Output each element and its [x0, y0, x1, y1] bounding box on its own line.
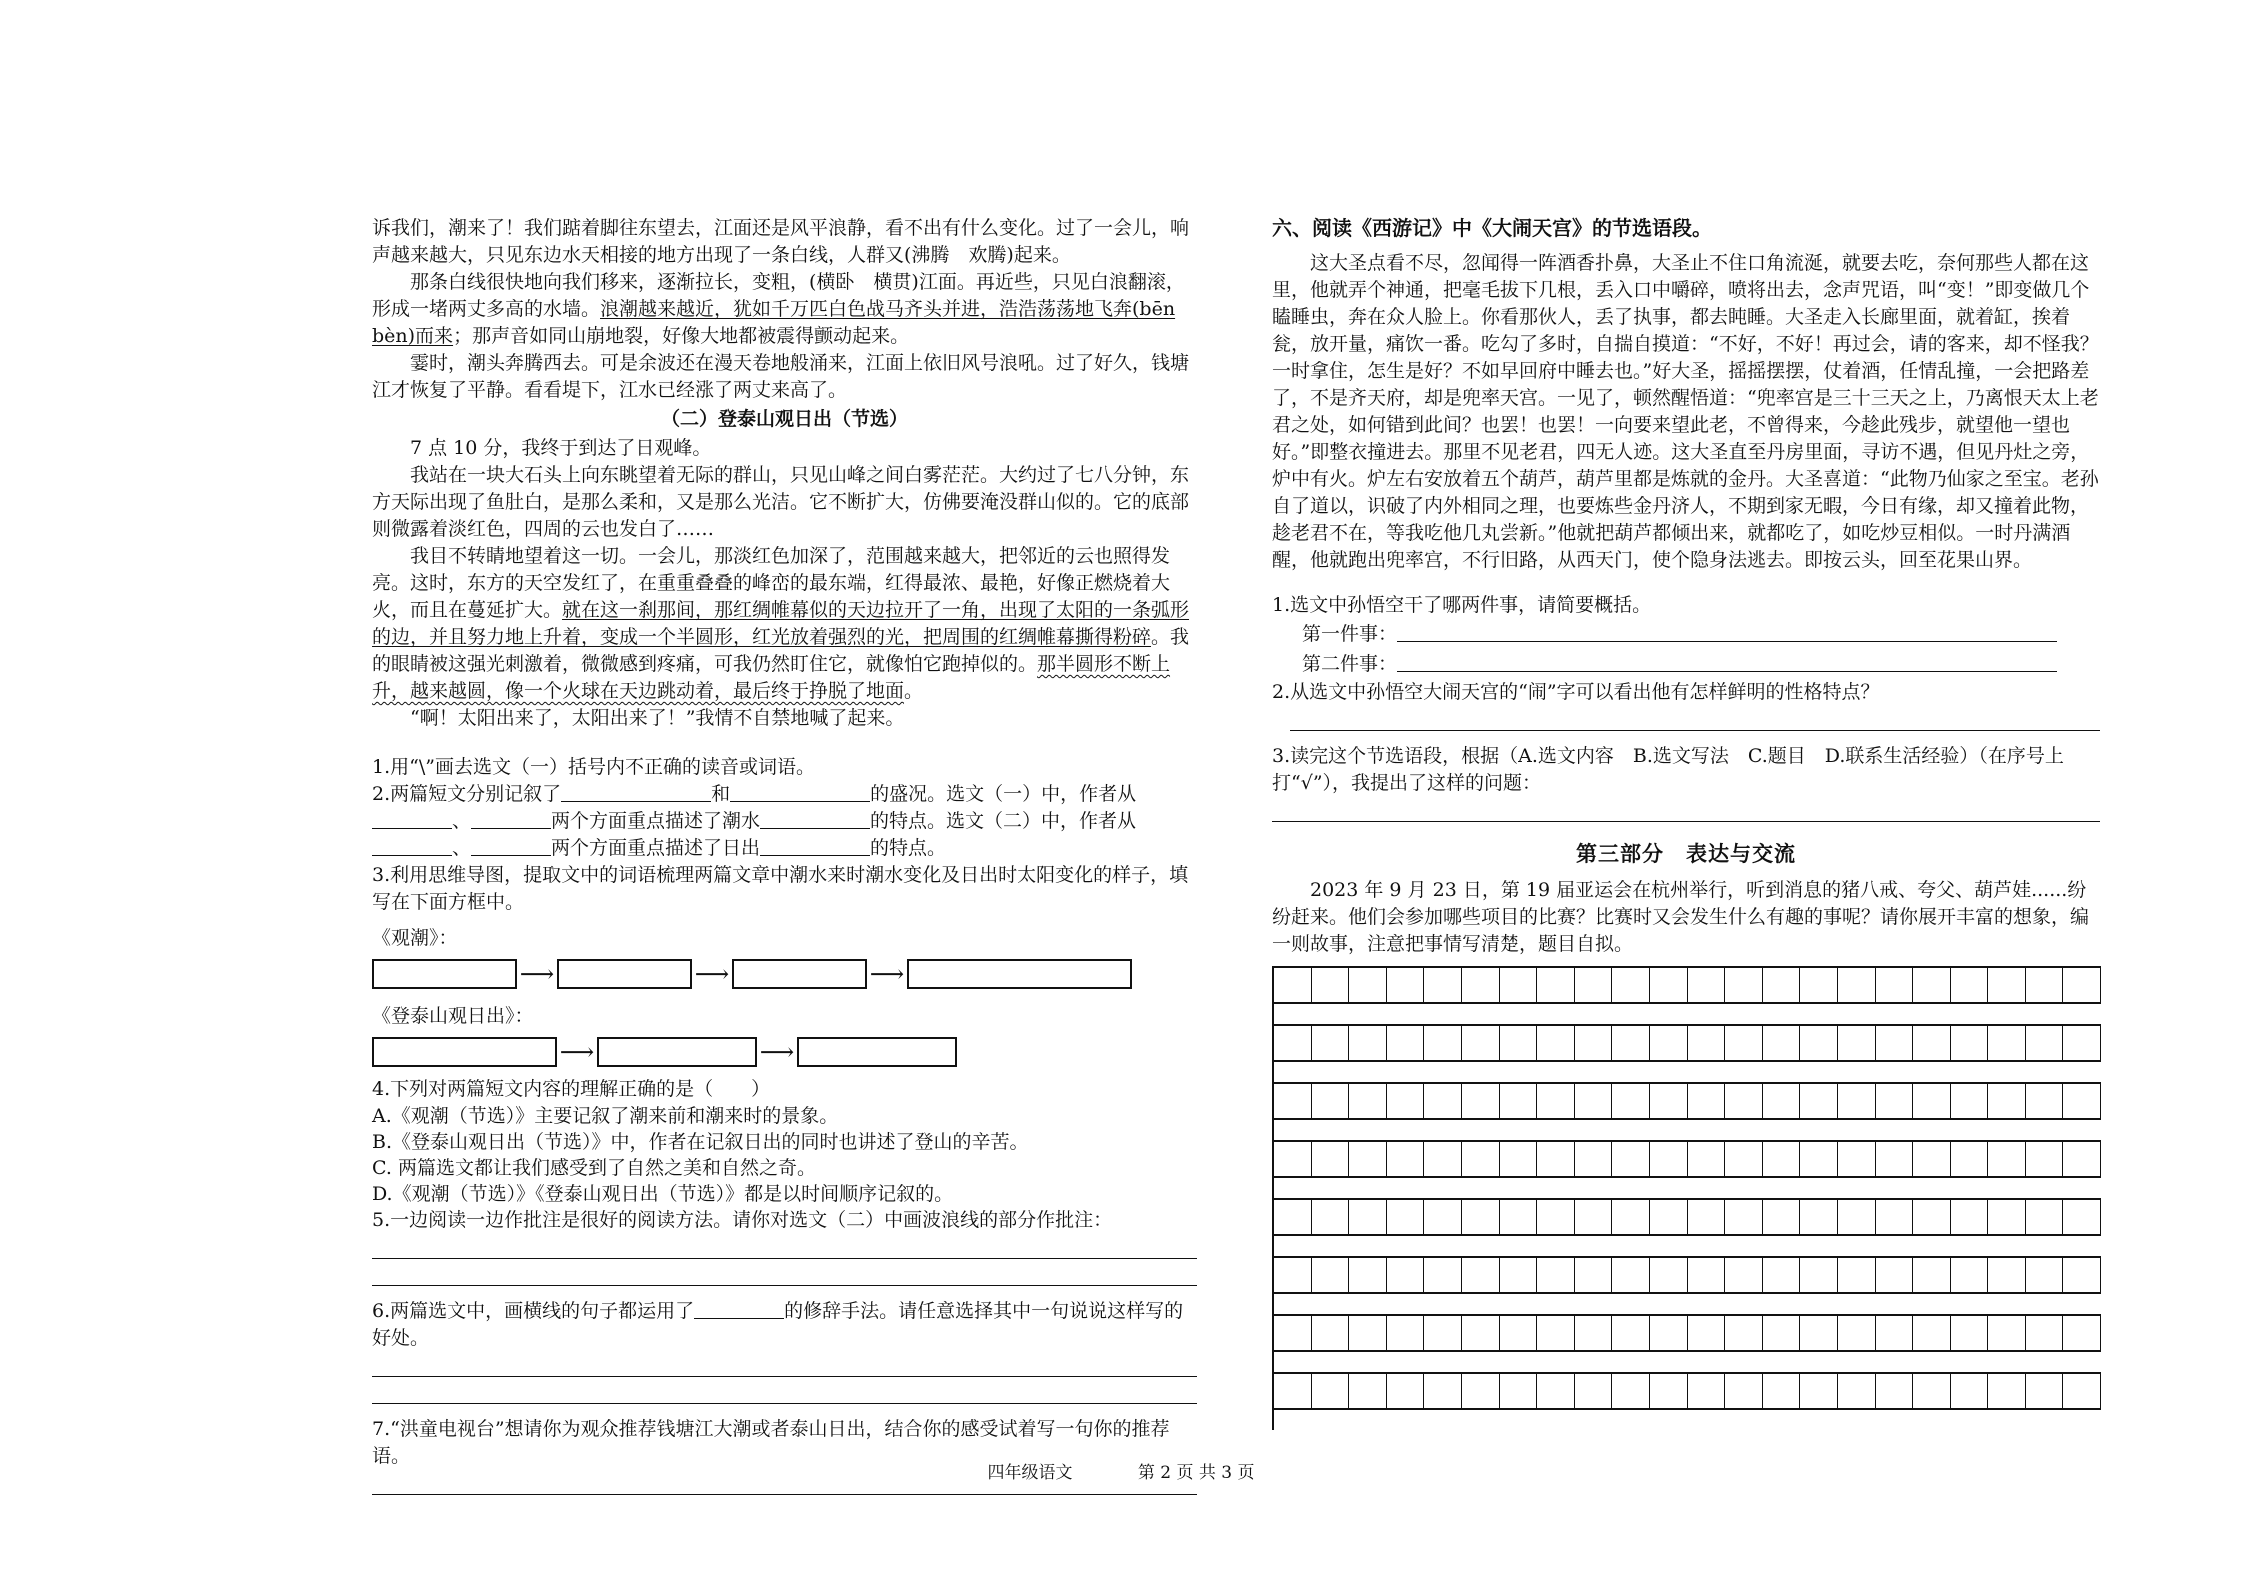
- grid-cell[interactable]: [1876, 1256, 1914, 1294]
- grid-cell[interactable]: [1274, 966, 1312, 1004]
- grid-cell[interactable]: [1876, 966, 1914, 1004]
- grid-cell[interactable]: [1951, 966, 1989, 1004]
- question-2: 2.两篇短文分别记叙了 和 的盛况。选文（一）中，作者从、 两个方面重点描述了潮水 的特点。选文（二）中，作者从、 两个方面重点描述了日出 的特点。: [372, 783, 1137, 859]
- grid-cell[interactable]: [2063, 966, 2101, 1004]
- flow-box[interactable]: [597, 1037, 757, 1067]
- grid-cell[interactable]: [1988, 1024, 2026, 1062]
- grid-cell[interactable]: [1612, 966, 1650, 1004]
- grid-cell[interactable]: [1688, 966, 1726, 1004]
- grid-cell[interactable]: [1800, 966, 1838, 1004]
- flow-box[interactable]: [557, 959, 692, 989]
- grid-cell[interactable]: [2063, 1372, 2101, 1410]
- grid-cell[interactable]: [1951, 1256, 1989, 1294]
- passage2-para3: 我目不转睛地望着这一切。一会儿，那淡红色加深了，范围越来越大，把邻近的云也照得发亮。这时，东方的天空发红了，在重重叠叠的峰峦的最东端，红得最浓、最艳，好像正燃烧着大火，而且在蔓延扩大。就在这一刹那间，那红绸帷幕似的天边拉开了一角，出现了太阳的一条弧形的边，并且努力地上升着，变成一个半圆形，红光放着强烈的光，把周围的红绸帷幕撕得粉碎。我的眼睛被这强光刺激着，微微感到疼痛，可我仍然盯住它，就像怕它跑掉似的。那半圆形不断上升，越来越圆，像一个火球在天边跳动着，最后终于挣脱了地面。: [372, 545, 1190, 702]
- grid-cell[interactable]: [1688, 1372, 1726, 1410]
- grid-cell[interactable]: [1537, 1082, 1575, 1120]
- grid-cell[interactable]: [1838, 1256, 1876, 1294]
- grid-cell[interactable]: [1838, 1372, 1876, 1410]
- grid-cell[interactable]: [1424, 1372, 1462, 1410]
- grid-cell[interactable]: [1688, 1314, 1726, 1352]
- option-c: C. 两篇选文都让我们感受到了自然之美和自然之奇。: [372, 1157, 816, 1179]
- grid-cell[interactable]: [2063, 1314, 2101, 1352]
- arrow-right-icon: ⟶: [694, 960, 730, 988]
- underlined-sentence-1: 浪潮越来越近，犹如千万匹白色战马齐头并进，浩浩荡荡地飞奔(bēn bèn)而来: [372, 298, 1176, 347]
- grid-cell[interactable]: [1763, 966, 1801, 1004]
- passage2-title: （二）登泰山观日出（节选）: [660, 408, 908, 430]
- question-4: 4.下列对两篇短文内容的理解正确的是（ ）: [372, 1078, 771, 1100]
- grid-cell[interactable]: [1575, 1314, 1613, 1352]
- answer-blank[interactable]: [561, 781, 711, 802]
- grid-cell[interactable]: [1312, 1082, 1350, 1120]
- answer-blank[interactable]: [760, 808, 870, 829]
- grid-cell[interactable]: [1312, 1256, 1350, 1294]
- grid-cell[interactable]: [1988, 1140, 2026, 1178]
- answer-blank[interactable]: [372, 808, 452, 829]
- grid-cell[interactable]: [1763, 1140, 1801, 1178]
- grid-cell[interactable]: [1387, 1198, 1425, 1236]
- answer-blank[interactable]: [694, 1298, 784, 1319]
- passage2-para4: “啊！太阳出来了，太阳出来了！”我情不自禁地喊了起来。: [410, 707, 905, 729]
- grid-cell[interactable]: [1575, 1256, 1613, 1294]
- grid-cell[interactable]: [1462, 1198, 1500, 1236]
- writing-grid[interactable]: [1272, 966, 2102, 1430]
- grid-cell[interactable]: [1575, 966, 1613, 1004]
- grid-cell[interactable]: [1387, 1082, 1425, 1120]
- grid-cell[interactable]: [1575, 1140, 1613, 1178]
- grid-cell[interactable]: [1763, 1082, 1801, 1120]
- grid-cell[interactable]: [1424, 1024, 1462, 1062]
- passage1-para2: 那条白线很快地向我们移来，逐渐拉长，变粗，(横卧 横贯)江面。再近些，只见白浪翻滚，形成一堵两丈多高的水墙。浪潮越来越近，犹如千万匹白色战马齐头并进，浩浩荡荡地飞奔(bēn bèn)而来；那声音如同山崩地裂，好像大地都被震得颤动起来。: [372, 271, 1185, 347]
- grid-cell[interactable]: [1462, 1024, 1500, 1062]
- answer-first: 第一件事：: [1302, 619, 2100, 649]
- grid-cell[interactable]: [1763, 1372, 1801, 1410]
- grid-cell[interactable]: [1800, 1372, 1838, 1410]
- writing-prompt: 2023 年 9 月 23 日，第 19 届亚运会在杭州举行，听到消息的猪八戒、夸父、葫芦娃......纷纷赶来。他们会参加哪些项目的比赛？比赛时又会发生什么有趣的事呢？请你展开丰富的想象，编一则故事，注意把事情写清楚，题目自拟。: [1272, 879, 2090, 955]
- grid-cell[interactable]: [1913, 966, 1951, 1004]
- right-question-2: 2.从选文中孙悟空大闹天宫的“闹”字可以看出他有怎样鲜明的性格特点？: [1272, 681, 1880, 703]
- grid-cell[interactable]: [1763, 1256, 1801, 1294]
- grid-cell[interactable]: [1500, 966, 1538, 1004]
- grid-cell[interactable]: [1500, 1082, 1538, 1120]
- grid-cell[interactable]: [1537, 1140, 1575, 1178]
- right-question-3: 3.读完这个节选语段，根据（A.选文内容 B.选文写法 C.题目 D.联系生活经验）（在序号上打“√”），我提出了这样的问题：: [1272, 745, 2064, 794]
- footer-page-number: 第 2 页 共 3 页: [1137, 1463, 1255, 1483]
- option-d: D.《观潮（节选）》《登泰山观日出（节选）》都是以时间顺序记叙的。: [372, 1183, 954, 1205]
- grid-cell[interactable]: [1462, 1082, 1500, 1120]
- flow-box[interactable]: [372, 959, 517, 989]
- grid-cell[interactable]: [2026, 966, 2064, 1004]
- grid-cell[interactable]: [1688, 1140, 1726, 1178]
- grid-cell[interactable]: [2026, 1140, 2064, 1178]
- grid-cell[interactable]: [1537, 1256, 1575, 1294]
- grid-cell[interactable]: [1312, 1314, 1350, 1352]
- right-question-1: 1.选文中孙悟空干了哪两件事，请简要概括。: [1272, 594, 1652, 616]
- answer-blank[interactable]: [760, 835, 870, 856]
- grid-cell[interactable]: [1274, 1082, 1312, 1120]
- grid-cell[interactable]: [1913, 1140, 1951, 1178]
- grid-cell[interactable]: [1688, 1198, 1726, 1236]
- grid-cell[interactable]: [1537, 966, 1575, 1004]
- grid-cell[interactable]: [1500, 1256, 1538, 1294]
- grid-cell[interactable]: [1462, 1314, 1500, 1352]
- page-footer: [0, 1458, 2242, 1483]
- grid-cell[interactable]: [1650, 1198, 1688, 1236]
- grid-cell[interactable]: [1650, 1372, 1688, 1410]
- grid-cell[interactable]: [1951, 1372, 1989, 1410]
- grid-cell[interactable]: [1387, 1256, 1425, 1294]
- flow2-label: 《登泰山观日出》：: [372, 1005, 534, 1027]
- grid-cell[interactable]: [1612, 1314, 1650, 1352]
- answer-line[interactable]: [1290, 716, 2100, 731]
- grid-cell[interactable]: [1349, 1140, 1387, 1178]
- grid-cell[interactable]: [1349, 1314, 1387, 1352]
- grid-cell[interactable]: [1537, 1198, 1575, 1236]
- arrow-right-icon: ⟶: [759, 1038, 795, 1066]
- right-column: [1272, 215, 2100, 1430]
- section6-heading: 六、阅读《西游记》中《大闹天宫》的节选语段。: [1272, 216, 1712, 240]
- grid-cell[interactable]: [1800, 1140, 1838, 1178]
- grid-cell[interactable]: [1537, 1024, 1575, 1062]
- grid-cell[interactable]: [1763, 1198, 1801, 1236]
- grid-cell[interactable]: [1575, 1024, 1613, 1062]
- grid-cell[interactable]: [1349, 966, 1387, 1004]
- grid-cell[interactable]: [1274, 1198, 1312, 1236]
- grid-cell[interactable]: [2063, 1024, 2101, 1062]
- grid-cell[interactable]: [1274, 1372, 1312, 1410]
- grid-cell[interactable]: [1838, 1314, 1876, 1352]
- grid-cell[interactable]: [1988, 1198, 2026, 1236]
- grid-cell[interactable]: [1725, 1140, 1763, 1178]
- grid-cell[interactable]: [1387, 1024, 1425, 1062]
- xiyouji-passage: 这大圣点看不尽，忽闻得一阵酒香扑鼻，大圣止不住口角流涎，就要去吃，奈何那些人都在这里，他就弄个神通，把毫毛拔下几根，丢入口中嚼碎，喷将出去，念声咒语，叫“变！”即变做几个瞌睡虫，奔在众人脸上。你看那伙人，丢了执事，都去盹睡。大圣走入长廊里面，就着缸，挨着瓮，放开量，痛饮一番。吃勾了多时，自揣自摸道：“不好，不好！再过会，请的客来，却不怪我？一时拿住，怎生是好？不如早回府中睡去也。”好大圣，摇摇摆摆，仗着酒，任情乱撞，一会把路差了，不是齐天府，却是兜率天宫。一见了，顿然醒悟道：“兜率宫是三十三天之上，乃离恨天太上老君之处，如何错到此间？也罢！也罢！一向要来望此老，不曾得来，今趁此残步，就望他一望也好。”即整衣撞进去。那里不见老君，四无人迹。这大圣直至丹房里面，寻访不遇，但见丹灶之旁，炉中有火。炉左右安放着五个葫芦，葫芦里都是炼就的金丹。大圣喜道：“此物乃仙家之至宝。老孙自了道以，识破了内外相同之理，也要炼些金丹济人，不期到家无暇，今日有缘，却又撞着此物，趁老君不在，等我吃他几丸尝新。”他就把葫芦都倾出来，就都吃了，如吃炒豆相似。一时丹满酒醒，他就跑出兜率宫，不行旧路，从西天门，使个隐身法逃去。即按云头，回至花果山界。: [1272, 252, 2099, 571]
- grid-cell[interactable]: [2026, 1372, 2064, 1410]
- grid-cell[interactable]: [1462, 1140, 1500, 1178]
- grid-cell[interactable]: [1575, 1198, 1613, 1236]
- grid-cell[interactable]: [1612, 1256, 1650, 1294]
- question-3: 3.利用思维导图，提取文中的词语梳理两篇文章中潮水来时潮水变化及日出时太阳变化的样子，填写在下面方框中。: [372, 864, 1189, 913]
- grid-cell[interactable]: [1274, 1256, 1312, 1294]
- grid-cell[interactable]: [1725, 1082, 1763, 1120]
- grid-cell[interactable]: [1725, 1024, 1763, 1062]
- grid-cell[interactable]: [1988, 1256, 2026, 1294]
- option-a: A.《观潮（节选）》主要记叙了潮来前和潮来时的景象。: [372, 1105, 839, 1127]
- answer-line[interactable]: [372, 1271, 1197, 1286]
- question-7: 7.“洪童电视台”想请你为观众推荐钱塘江大潮或者泰山日出，结合你的感受试着写一句你的推荐语。: [372, 1418, 1170, 1467]
- grid-cell[interactable]: [2063, 1140, 2101, 1178]
- question-1: 1.用“\”画去选文（一）括号内不正确的读音或词语。: [372, 756, 815, 778]
- arrow-right-icon: ⟶: [559, 1038, 595, 1066]
- grid-cell[interactable]: [1913, 1372, 1951, 1410]
- grid-cell[interactable]: [1876, 1140, 1914, 1178]
- grid-cell[interactable]: [2026, 1314, 2064, 1352]
- grid-cell[interactable]: [1500, 1024, 1538, 1062]
- grid-cell[interactable]: [1312, 1024, 1350, 1062]
- grid-cell[interactable]: [1988, 1314, 2026, 1352]
- grid-cell[interactable]: [1462, 966, 1500, 1004]
- grid-cell[interactable]: [1424, 1140, 1462, 1178]
- arrow-right-icon: ⟶: [519, 960, 555, 988]
- grid-cell[interactable]: [1312, 1140, 1350, 1178]
- grid-cell[interactable]: [1913, 1082, 1951, 1120]
- grid-cell[interactable]: [1988, 966, 2026, 1004]
- grid-cell[interactable]: [1763, 1314, 1801, 1352]
- grid-cell[interactable]: [1838, 966, 1876, 1004]
- grid-cell[interactable]: [1424, 1314, 1462, 1352]
- grid-cell[interactable]: [2063, 1082, 2101, 1120]
- grid-cell[interactable]: [1274, 1024, 1312, 1062]
- answer-blank[interactable]: [471, 835, 551, 856]
- passage2-para2: 我站在一块大石头上向东眺望着无际的群山，只见山峰之间白雾茫茫。大约过了七八分钟，东方天际出现了鱼肚白，是那么柔和，又是那么光洁。它不断扩大，仿佛要淹没群山似的。它的底部则微露着淡红色，四周的云也发白了……: [372, 464, 1190, 540]
- grid-cell[interactable]: [1650, 1082, 1688, 1120]
- grid-cell[interactable]: [1274, 1314, 1312, 1352]
- grid-cell[interactable]: [1387, 966, 1425, 1004]
- grid-cell[interactable]: [1951, 1314, 1989, 1352]
- grid-cell[interactable]: [1800, 1256, 1838, 1294]
- grid-cell[interactable]: [1312, 966, 1350, 1004]
- grid-cell[interactable]: [1838, 1198, 1876, 1236]
- grid-cell[interactable]: [1462, 1372, 1500, 1410]
- grid-cell[interactable]: [1462, 1256, 1500, 1294]
- grid-cell[interactable]: [1688, 1082, 1726, 1120]
- grid-cell[interactable]: [1725, 966, 1763, 1004]
- grid-cell[interactable]: [1312, 1198, 1350, 1236]
- passage1-para3: 霎时，潮头奔腾西去。可是余波还在漫天卷地般涌来，江面上依旧风号浪吼。过了好久，钱塘江才恢复了平静。看看堤下，江水已经涨了两丈来高了。: [372, 352, 1190, 401]
- grid-cell[interactable]: [1800, 1198, 1838, 1236]
- grid-cell[interactable]: [1876, 1372, 1914, 1410]
- answer-blank[interactable]: [1397, 651, 2057, 672]
- grid-cell[interactable]: [2063, 1256, 2101, 1294]
- part3-title: 第三部分 表达与交流: [1576, 841, 1796, 866]
- passage1-para1: 诉我们，潮来了！我们踮着脚往东望去，江面还是风平浪静，看不出有什么变化。过了一会儿，响声越来越大，只见东边水天相接的地方出现了一条白线，人群又(沸腾 欢腾)起来。: [372, 217, 1190, 266]
- left-column: [372, 215, 1197, 1507]
- grid-cell[interactable]: [1800, 1082, 1838, 1120]
- grid-cell[interactable]: [1387, 1314, 1425, 1352]
- arrow-right-icon: ⟶: [869, 960, 905, 988]
- grid-cell[interactable]: [1575, 1082, 1613, 1120]
- grid-cell[interactable]: [1500, 1372, 1538, 1410]
- grid-cell[interactable]: [1349, 1082, 1387, 1120]
- grid-cell[interactable]: [1500, 1314, 1538, 1352]
- grid-cell[interactable]: [1800, 1024, 1838, 1062]
- answer-line[interactable]: [1272, 807, 2100, 822]
- flow-box[interactable]: [372, 1037, 557, 1067]
- grid-cell[interactable]: [1838, 1082, 1876, 1120]
- grid-cell[interactable]: [1913, 1198, 1951, 1236]
- grid-cell[interactable]: [1650, 1140, 1688, 1178]
- grid-cell[interactable]: [1650, 1256, 1688, 1294]
- grid-cell[interactable]: [1500, 1198, 1538, 1236]
- answer-second: 第二件事：: [1302, 649, 2100, 679]
- grid-cell[interactable]: [1500, 1140, 1538, 1178]
- answer-line[interactable]: [372, 1362, 1197, 1377]
- grid-cell[interactable]: [1951, 1024, 1989, 1062]
- grid-cell[interactable]: [1537, 1314, 1575, 1352]
- answer-line[interactable]: [372, 1244, 1197, 1259]
- grid-cell[interactable]: [1349, 1372, 1387, 1410]
- grid-cell[interactable]: [1424, 1256, 1462, 1294]
- grid-cell[interactable]: [1424, 966, 1462, 1004]
- grid-cell[interactable]: [1988, 1372, 2026, 1410]
- footer-subject: 四年级语文: [987, 1463, 1073, 1483]
- question-6: 6.两篇选文中，画横线的句子都运用了 的修辞手法。请任意选择其中一句说说这样写的好处。: [372, 1300, 1184, 1349]
- answer-blank[interactable]: [372, 835, 452, 856]
- answer-blank[interactable]: [471, 808, 551, 829]
- question-5: 5.一边阅读一边作批注是很好的阅读方法。请你对选文（二）中画波浪线的部分作批注：: [372, 1209, 1113, 1231]
- grid-cell[interactable]: [1424, 1082, 1462, 1120]
- wavy-sentence: 那半圆形不断上升，越来越圆，像一个火球在天边跳动着，最后终于挣脱了地面: [372, 653, 1171, 702]
- flow-box[interactable]: [732, 959, 867, 989]
- underlined-sentence-2: 就在这一刹那间，那红绸帷幕似的天边拉开了一角，出现了太阳的一条弧形的边，并且努力地上升着，变成一个半圆形，红光放着强烈的光，把周围的红绸帷幕撕得粉碎: [372, 599, 1190, 648]
- grid-cell[interactable]: [1838, 1140, 1876, 1178]
- grid-cell[interactable]: [1725, 1256, 1763, 1294]
- grid-cell[interactable]: [1951, 1140, 1989, 1178]
- grid-cell[interactable]: [2026, 1256, 2064, 1294]
- grid-cell[interactable]: [1387, 1140, 1425, 1178]
- grid-cell[interactable]: [1913, 1024, 1951, 1062]
- flowchart-richu: [372, 1032, 1197, 1072]
- answer-blank[interactable]: [1397, 621, 2057, 642]
- grid-cell[interactable]: [1650, 1314, 1688, 1352]
- answer-line[interactable]: [372, 1389, 1197, 1404]
- grid-cell[interactable]: [1876, 1314, 1914, 1352]
- grid-cell[interactable]: [1349, 1256, 1387, 1294]
- grid-cell[interactable]: [1612, 1024, 1650, 1062]
- grid-cell[interactable]: [1537, 1372, 1575, 1410]
- grid-cell[interactable]: [1349, 1198, 1387, 1236]
- grid-cell[interactable]: [1876, 1082, 1914, 1120]
- grid-cell[interactable]: [1612, 1372, 1650, 1410]
- grid-cell[interactable]: [1612, 1198, 1650, 1236]
- answer-blank[interactable]: [730, 781, 870, 802]
- passage2-para1: 7 点 10 分，我终于到达了日观峰。: [410, 437, 712, 459]
- grid-cell[interactable]: [1688, 1256, 1726, 1294]
- grid-cell[interactable]: [1725, 1198, 1763, 1236]
- grid-cell[interactable]: [2026, 1024, 2064, 1062]
- grid-cell[interactable]: [1988, 1082, 2026, 1120]
- flowchart-guanchao: [372, 954, 1197, 994]
- flow-box[interactable]: [907, 959, 1132, 989]
- grid-cell[interactable]: [1575, 1372, 1613, 1410]
- grid-cell[interactable]: [1876, 1024, 1914, 1062]
- grid-cell[interactable]: [1913, 1256, 1951, 1294]
- grid-cell[interactable]: [1951, 1198, 1989, 1236]
- grid-cell[interactable]: [1913, 1314, 1951, 1352]
- grid-cell[interactable]: [1688, 1024, 1726, 1062]
- grid-cell[interactable]: [1800, 1314, 1838, 1352]
- grid-cell[interactable]: [1312, 1372, 1350, 1410]
- grid-cell[interactable]: [1387, 1372, 1425, 1410]
- grid-cell[interactable]: [1349, 1024, 1387, 1062]
- flow1-label: 《观潮》：: [372, 927, 458, 949]
- grid-cell[interactable]: [1725, 1314, 1763, 1352]
- grid-cell[interactable]: [2026, 1198, 2064, 1236]
- grid-cell[interactable]: [1951, 1082, 1989, 1120]
- grid-cell[interactable]: [1612, 1082, 1650, 1120]
- grid-cell[interactable]: [1612, 1140, 1650, 1178]
- grid-cell[interactable]: [2026, 1082, 2064, 1120]
- grid-cell[interactable]: [1650, 1024, 1688, 1062]
- grid-cell[interactable]: [1876, 1198, 1914, 1236]
- grid-cell[interactable]: [1838, 1024, 1876, 1062]
- grid-cell[interactable]: [1424, 1198, 1462, 1236]
- flow-box[interactable]: [797, 1037, 957, 1067]
- option-b: B.《登泰山观日出（节选）》中，作者在记叙日出的同时也讲述了登山的辛苦。: [372, 1131, 1029, 1153]
- grid-cell[interactable]: [1650, 966, 1688, 1004]
- grid-cell[interactable]: [1725, 1372, 1763, 1410]
- grid-cell[interactable]: [1274, 1140, 1312, 1178]
- grid-cell[interactable]: [1763, 1024, 1801, 1062]
- grid-cell[interactable]: [2063, 1198, 2101, 1236]
